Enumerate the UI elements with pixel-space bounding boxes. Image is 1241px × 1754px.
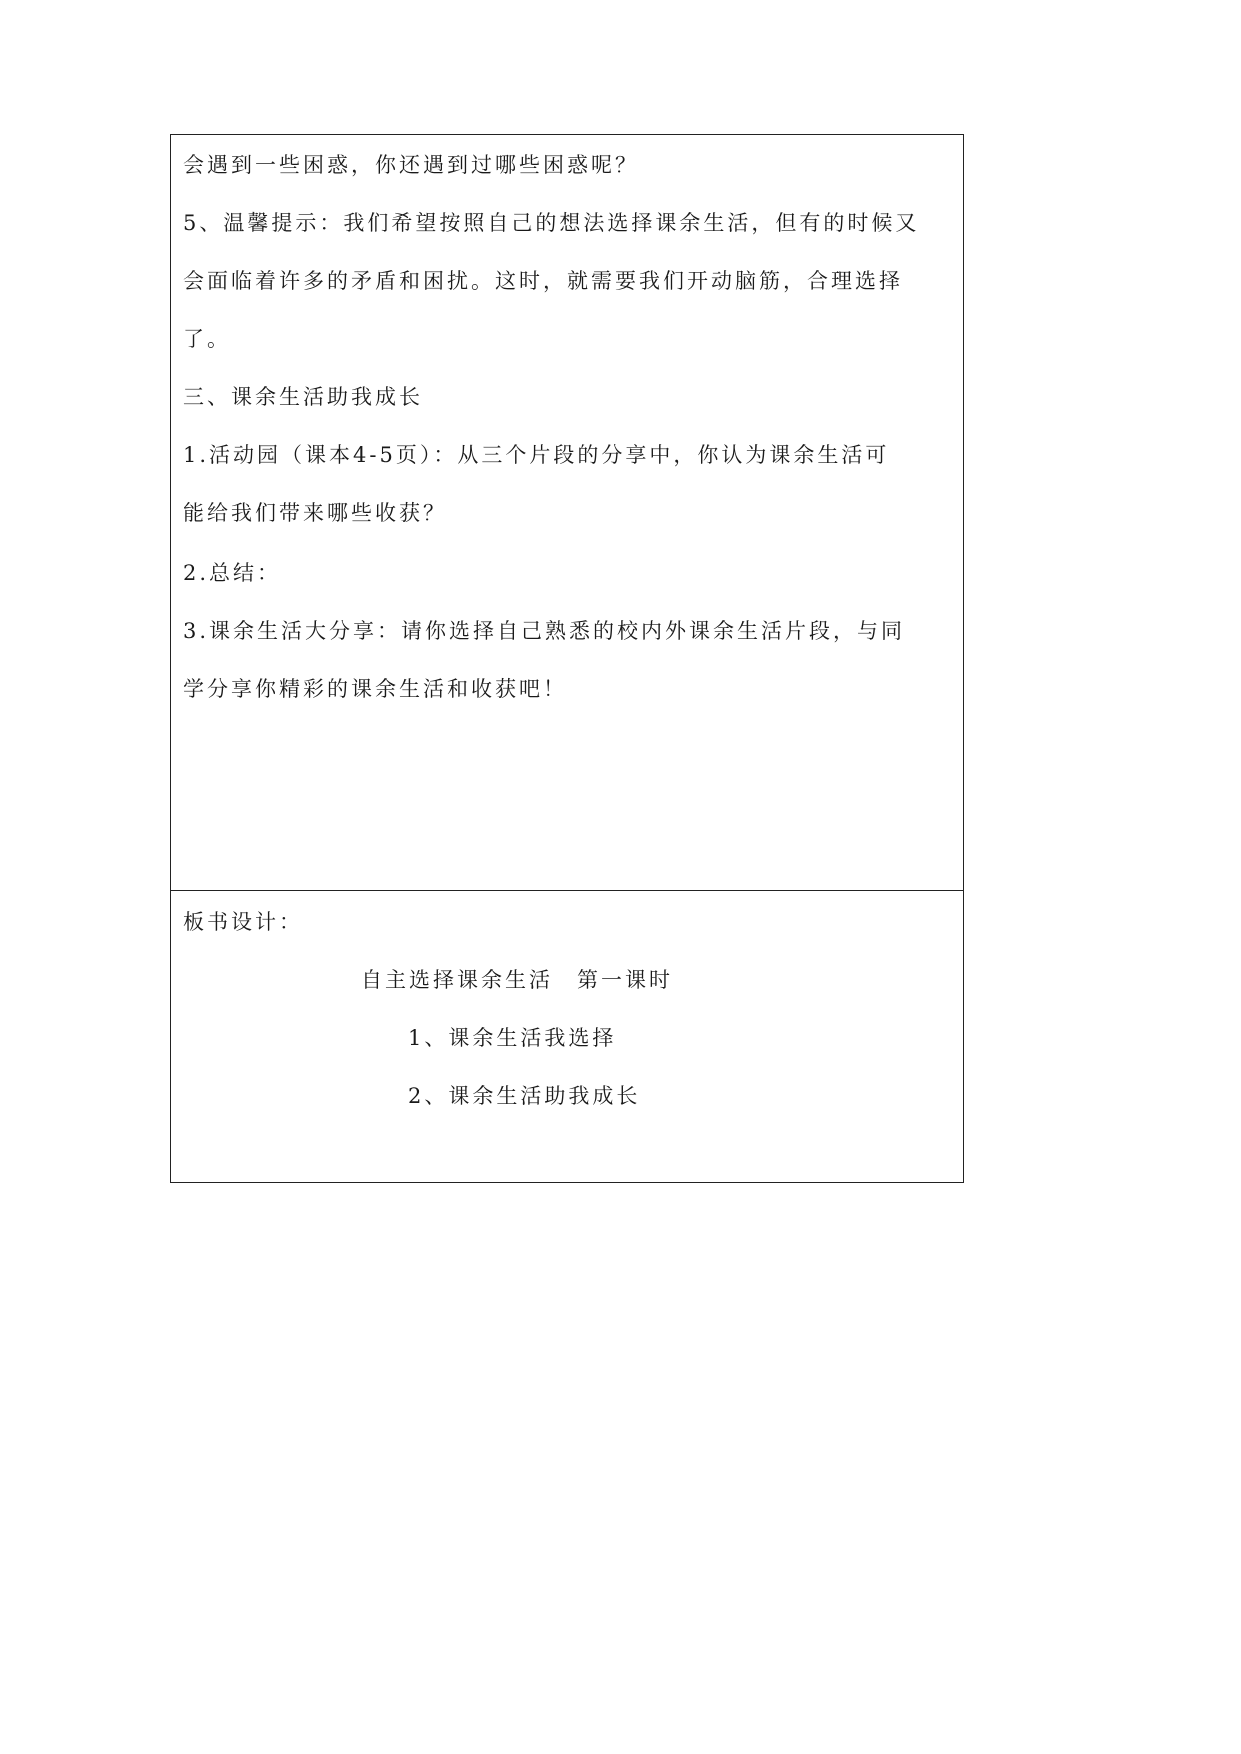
content-line-7: 能给我们带来哪些收获？ <box>183 501 447 525</box>
board-design-label: 板书设计： <box>183 910 303 934</box>
board-design-item-2: 2、课余生活助我成长 <box>408 1084 641 1108</box>
content-line-8: 2.总结： <box>183 561 282 585</box>
content-line-9: 3.课余生活大分享：请你选择自己熟悉的校内外课余生活片段，与同 <box>183 619 906 643</box>
content-line-1: 会遇到一些困惑，你还遇到过哪些困惑呢？ <box>183 153 639 177</box>
board-design-item-1: 1、课余生活我选择 <box>408 1026 617 1050</box>
content-line-2: 5、温馨提示：我们希望按照自己的想法选择课余生活，但有的时候又 <box>183 211 920 235</box>
content-line-3: 会面临着许多的矛盾和困扰。这时，就需要我们开动脑筋，合理选择 <box>183 269 903 293</box>
board-design-title: 自主选择课余生活 第一课时 <box>361 968 673 992</box>
lesson-content-cell <box>171 135 963 891</box>
content-line-6: 1.活动园（课本4-5页）：从三个片段的分享中，你认为课余生活可 <box>183 443 890 467</box>
content-line-4: 了。 <box>183 327 231 351</box>
lesson-table <box>170 134 964 1183</box>
section-heading: 三、课余生活助我成长 <box>183 385 423 409</box>
board-design-cell <box>171 891 963 1182</box>
content-line-10: 学分享你精彩的课余生活和收获吧！ <box>183 677 567 701</box>
